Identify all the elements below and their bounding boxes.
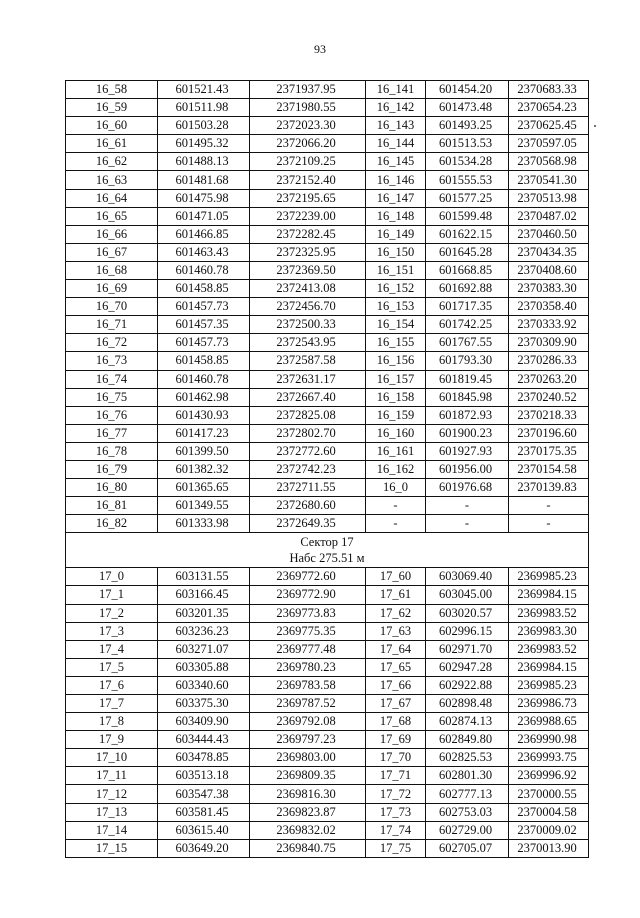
x-right: 601692.88 [426, 280, 509, 298]
y-left: 2369792.08 [250, 713, 366, 731]
point-id-right: 16_149 [366, 225, 426, 243]
y-left: 2372023.30 [250, 117, 366, 135]
x-left: 603581.45 [158, 803, 250, 821]
table-row [66, 370, 589, 388]
x-left: 603271.07 [158, 640, 250, 658]
y-left: 2372587.58 [250, 352, 366, 370]
y-left: 2369777.48 [250, 640, 366, 658]
point-id-right: 17_73 [366, 803, 426, 821]
point-id-right: 17_64 [366, 640, 426, 658]
y-right: 2370139.83 [509, 479, 589, 497]
table-row [66, 280, 589, 298]
x-left: 603444.43 [158, 731, 250, 749]
point-id-left: 17_11 [66, 767, 158, 785]
y-right: 2370013.90 [509, 839, 589, 857]
point-id-left: 16_75 [66, 388, 158, 406]
point-id-right: 16_154 [366, 316, 426, 334]
point-id-right: 17_71 [366, 767, 426, 785]
y-right: 2370513.98 [509, 189, 589, 207]
y-left: 2369772.60 [250, 568, 366, 586]
table-row [66, 497, 589, 515]
point-id-left: 17_15 [66, 839, 158, 857]
point-id-right: 17_75 [366, 839, 426, 857]
point-id-left: 16_59 [66, 99, 158, 117]
point-id-right: 17_66 [366, 676, 426, 694]
y-right: 2370154.58 [509, 460, 589, 478]
y-left: 2372066.20 [250, 135, 366, 153]
point-id-right: 16_144 [366, 135, 426, 153]
y-right: 2370196.60 [509, 424, 589, 442]
point-id-left: 16_73 [66, 352, 158, 370]
table-row [66, 225, 589, 243]
y-left: 2369803.00 [250, 749, 366, 767]
x-right: - [426, 515, 509, 533]
y-left: 2372742.23 [250, 460, 366, 478]
point-id-right: 16_151 [366, 261, 426, 279]
x-right: 601555.53 [426, 171, 509, 189]
y-right: 2370263.20 [509, 370, 589, 388]
x-left: 601511.98 [158, 99, 250, 117]
x-left: 601333.98 [158, 515, 250, 533]
point-id-left: 17_14 [66, 821, 158, 839]
sector-17-height: Набс 275.51 м [289, 551, 365, 566]
table-row [66, 622, 589, 640]
y-right: 2369985.23 [509, 568, 589, 586]
x-left: 601457.73 [158, 334, 250, 352]
y-left: 2372239.00 [250, 207, 366, 225]
y-right: - [509, 515, 589, 533]
point-id-right: 16_157 [366, 370, 426, 388]
y-left: 2371937.95 [250, 81, 366, 99]
x-left: 601466.85 [158, 225, 250, 243]
point-id-right: 17_60 [366, 568, 426, 586]
x-right: 602777.13 [426, 785, 509, 803]
x-right: 603020.57 [426, 604, 509, 622]
y-left: 2369816.30 [250, 785, 366, 803]
point-id-right: 17_74 [366, 821, 426, 839]
x-right: 601645.28 [426, 243, 509, 261]
x-right: 603069.40 [426, 568, 509, 586]
y-left: 2369783.58 [250, 676, 366, 694]
y-right: 2370333.92 [509, 316, 589, 334]
point-id-left: 16_70 [66, 298, 158, 316]
table-row [66, 640, 589, 658]
table-row [66, 460, 589, 478]
y-right: 2370009.02 [509, 821, 589, 839]
y-right: 2369984.15 [509, 586, 589, 604]
y-right: 2370625.45 [509, 117, 589, 135]
point-id-right: 16_143 [366, 117, 426, 135]
y-right: 2370240.52 [509, 388, 589, 406]
x-left: 601462.98 [158, 388, 250, 406]
x-left: 601521.43 [158, 81, 250, 99]
table-row [66, 568, 589, 586]
y-right: 2370000.55 [509, 785, 589, 803]
point-id-left: 16_74 [66, 370, 158, 388]
y-left: 2372543.95 [250, 334, 366, 352]
table-row [66, 749, 589, 767]
sector-16-rows [66, 81, 589, 533]
x-left: 603478.85 [158, 749, 250, 767]
point-id-left: 16_82 [66, 515, 158, 533]
y-right: - [509, 497, 589, 515]
y-left: 2372711.55 [250, 479, 366, 497]
point-id-right: - [366, 515, 426, 533]
point-id-left: 17_0 [66, 568, 158, 586]
y-right: 2370654.23 [509, 99, 589, 117]
y-left: 2372500.33 [250, 316, 366, 334]
x-left: 603547.38 [158, 785, 250, 803]
x-right: 602922.88 [426, 676, 509, 694]
y-left: 2371980.55 [250, 99, 366, 117]
table-row [66, 658, 589, 676]
table-row [66, 298, 589, 316]
y-left: 2369772.90 [250, 586, 366, 604]
x-left: 603166.45 [158, 586, 250, 604]
table-row [66, 135, 589, 153]
y-left: 2372825.08 [250, 406, 366, 424]
point-id-left: 17_9 [66, 731, 158, 749]
point-id-right: 16_153 [366, 298, 426, 316]
point-id-right: 17_65 [366, 658, 426, 676]
table-row [66, 731, 589, 749]
x-left: 603375.30 [158, 695, 250, 713]
table-row [66, 785, 589, 803]
point-id-right: 17_70 [366, 749, 426, 767]
x-right: 602971.70 [426, 640, 509, 658]
x-left: 601417.23 [158, 424, 250, 442]
x-left: 601457.73 [158, 298, 250, 316]
table-row [66, 334, 589, 352]
x-right: 601767.55 [426, 334, 509, 352]
y-right: 2369983.52 [509, 640, 589, 658]
y-right: 2369990.98 [509, 731, 589, 749]
y-right: 2369986.73 [509, 695, 589, 713]
table-row [66, 207, 589, 225]
y-left: 2372667.40 [250, 388, 366, 406]
point-id-right: 16_142 [366, 99, 426, 117]
x-left: 601430.93 [158, 406, 250, 424]
y-left: 2372369.50 [250, 261, 366, 279]
x-left: 601399.50 [158, 442, 250, 460]
y-left: 2369787.52 [250, 695, 366, 713]
table-row [66, 153, 589, 171]
y-right: 2370541.30 [509, 171, 589, 189]
y-right: 2370286.33 [509, 352, 589, 370]
x-left: 601457.35 [158, 316, 250, 334]
table-row [66, 189, 589, 207]
y-right: 2370218.33 [509, 406, 589, 424]
table-row [66, 586, 589, 604]
x-right: 601819.45 [426, 370, 509, 388]
sector-17-title: Сектор 17 [300, 535, 354, 550]
point-id-left: 17_12 [66, 785, 158, 803]
x-right: 601927.93 [426, 442, 509, 460]
point-id-left: 17_3 [66, 622, 158, 640]
point-id-left: 16_64 [66, 189, 158, 207]
x-left: 603409.90 [158, 713, 250, 731]
table-row [66, 479, 589, 497]
x-left: 601488.13 [158, 153, 250, 171]
y-right: 2370004.58 [509, 803, 589, 821]
x-right: 601577.25 [426, 189, 509, 207]
x-left: 603513.18 [158, 767, 250, 785]
y-left: 2372456.70 [250, 298, 366, 316]
table-row [66, 81, 589, 99]
point-id-left: 16_68 [66, 261, 158, 279]
x-right: 601900.23 [426, 424, 509, 442]
y-right: 2370683.33 [509, 81, 589, 99]
table-row [66, 821, 589, 839]
x-right: 602825.53 [426, 749, 509, 767]
point-id-left: 17_2 [66, 604, 158, 622]
table-row [66, 406, 589, 424]
x-left: 603131.55 [158, 568, 250, 586]
y-left: 2372631.17 [250, 370, 366, 388]
table-row [66, 352, 589, 370]
point-id-left: 17_7 [66, 695, 158, 713]
y-right: 2370358.40 [509, 298, 589, 316]
table-row [66, 604, 589, 622]
x-left: 601382.32 [158, 460, 250, 478]
y-left: 2369823.87 [250, 803, 366, 821]
y-left: 2372282.45 [250, 225, 366, 243]
point-id-left: 16_77 [66, 424, 158, 442]
point-id-left: 16_63 [66, 171, 158, 189]
table-row [66, 117, 589, 135]
x-right: 601493.25 [426, 117, 509, 135]
table-row [66, 767, 589, 785]
y-left: 2372649.35 [250, 515, 366, 533]
point-id-left: 17_4 [66, 640, 158, 658]
y-right: 2370309.90 [509, 334, 589, 352]
x-right: 601668.85 [426, 261, 509, 279]
y-right: 2370175.35 [509, 442, 589, 460]
point-id-right: 17_68 [366, 713, 426, 731]
y-right: 2369983.30 [509, 622, 589, 640]
point-id-left: 16_62 [66, 153, 158, 171]
x-left: 601471.05 [158, 207, 250, 225]
point-id-left: 16_60 [66, 117, 158, 135]
x-right: 602898.48 [426, 695, 509, 713]
point-id-left: 17_10 [66, 749, 158, 767]
point-id-right: 17_72 [366, 785, 426, 803]
point-id-left: 16_80 [66, 479, 158, 497]
table-row [66, 424, 589, 442]
x-left: 601503.28 [158, 117, 250, 135]
y-right: 2369993.75 [509, 749, 589, 767]
y-right: 2370408.60 [509, 261, 589, 279]
point-id-right: 16_155 [366, 334, 426, 352]
point-id-left: 16_72 [66, 334, 158, 352]
x-right: 601599.48 [426, 207, 509, 225]
x-left: 603340.60 [158, 676, 250, 694]
y-right: 2369996.92 [509, 767, 589, 785]
point-id-left: 16_71 [66, 316, 158, 334]
point-id-left: 17_8 [66, 713, 158, 731]
y-left: 2372195.65 [250, 189, 366, 207]
page-number: 93 [314, 42, 326, 56]
point-id-left: 16_61 [66, 135, 158, 153]
point-id-left: 16_65 [66, 207, 158, 225]
x-left: 603201.35 [158, 604, 250, 622]
x-left: 601365.65 [158, 479, 250, 497]
x-right: 601513.53 [426, 135, 509, 153]
x-left: 601458.85 [158, 352, 250, 370]
x-right: 602753.03 [426, 803, 509, 821]
x-right: 601473.48 [426, 99, 509, 117]
point-id-left: 16_78 [66, 442, 158, 460]
point-id-right: 17_67 [366, 695, 426, 713]
x-left: 601349.55 [158, 497, 250, 515]
y-left: 2372413.08 [250, 280, 366, 298]
point-id-left: 16_69 [66, 280, 158, 298]
point-id-left: 16_76 [66, 406, 158, 424]
point-id-right: 16_162 [366, 460, 426, 478]
x-right: 602729.00 [426, 821, 509, 839]
point-id-right: 17_63 [366, 622, 426, 640]
point-id-right: 16_0 [366, 479, 426, 497]
point-id-left: 17_6 [66, 676, 158, 694]
table-row [66, 515, 589, 533]
point-id-left: 17_1 [66, 586, 158, 604]
table-row [66, 442, 589, 460]
table-row [66, 695, 589, 713]
table-row [66, 803, 589, 821]
x-left: 603649.20 [158, 839, 250, 857]
x-right: 603045.00 [426, 586, 509, 604]
point-id-left: 16_81 [66, 497, 158, 515]
x-right: 601845.98 [426, 388, 509, 406]
sector-17-header-group [66, 533, 589, 568]
x-left: 603615.40 [158, 821, 250, 839]
y-right: 2370568.98 [509, 153, 589, 171]
x-left: 601458.85 [158, 280, 250, 298]
x-left: 601460.78 [158, 261, 250, 279]
x-right: 601622.15 [426, 225, 509, 243]
x-right: 601717.35 [426, 298, 509, 316]
point-id-right: 16_148 [366, 207, 426, 225]
y-right: 2369988.65 [509, 713, 589, 731]
x-left: 603236.23 [158, 622, 250, 640]
y-left: 2369797.23 [250, 731, 366, 749]
x-right: 601793.30 [426, 352, 509, 370]
table-row [66, 99, 589, 117]
y-left: 2372802.70 [250, 424, 366, 442]
y-right: 2370460.50 [509, 225, 589, 243]
x-right: 602849.80 [426, 731, 509, 749]
point-id-left: 16_67 [66, 243, 158, 261]
point-id-right: 16_146 [366, 171, 426, 189]
x-left: 601463.43 [158, 243, 250, 261]
point-id-right: 17_62 [366, 604, 426, 622]
y-right: 2370434.35 [509, 243, 589, 261]
point-id-left: 16_79 [66, 460, 158, 478]
y-right: 2370487.02 [509, 207, 589, 225]
point-id-right: 16_152 [366, 280, 426, 298]
sector-17-header-cell [66, 533, 589, 568]
point-id-right: 17_69 [366, 731, 426, 749]
sector-17-rows [66, 568, 589, 858]
point-id-left: 17_13 [66, 803, 158, 821]
point-id-right: 16_160 [366, 424, 426, 442]
x-left: 601460.78 [158, 370, 250, 388]
point-id-left: 17_5 [66, 658, 158, 676]
y-left: 2372680.60 [250, 497, 366, 515]
table-row [66, 261, 589, 279]
table-row [66, 171, 589, 189]
y-left: 2372152.40 [250, 171, 366, 189]
x-left: 601475.98 [158, 189, 250, 207]
table-row [66, 316, 589, 334]
y-left: 2369809.35 [250, 767, 366, 785]
x-right: 601742.25 [426, 316, 509, 334]
point-id-left: 16_58 [66, 81, 158, 99]
x-right: 602947.28 [426, 658, 509, 676]
y-right: 2370597.05 [509, 135, 589, 153]
y-right: 2369985.23 [509, 676, 589, 694]
sector-17-header [66, 533, 589, 568]
coordinates-table [65, 80, 589, 858]
y-left: 2369832.02 [250, 821, 366, 839]
x-right: 601534.28 [426, 153, 509, 171]
y-left: 2369775.35 [250, 622, 366, 640]
x-left: 601481.68 [158, 171, 250, 189]
y-right: 2370383.30 [509, 280, 589, 298]
y-right: 2369984.15 [509, 658, 589, 676]
table-row [66, 676, 589, 694]
y-left: 2372109.25 [250, 153, 366, 171]
table-row [66, 713, 589, 731]
y-left: 2372772.60 [250, 442, 366, 460]
x-right: - [426, 497, 509, 515]
x-right: 601956.00 [426, 460, 509, 478]
x-left: 601495.32 [158, 135, 250, 153]
point-id-right: 16_145 [366, 153, 426, 171]
point-id-right: 17_61 [366, 586, 426, 604]
point-id-right: 16_147 [366, 189, 426, 207]
x-left: 603305.88 [158, 658, 250, 676]
point-id-left: 16_66 [66, 225, 158, 243]
y-left: 2369840.75 [250, 839, 366, 857]
y-left: 2369780.23 [250, 658, 366, 676]
y-left: 2369773.83 [250, 604, 366, 622]
x-right: 602874.13 [426, 713, 509, 731]
point-id-right: 16_158 [366, 388, 426, 406]
y-right: 2369983.52 [509, 604, 589, 622]
scan-dot [594, 125, 596, 127]
point-id-right: - [366, 497, 426, 515]
x-right: 601454.20 [426, 81, 509, 99]
table-row [66, 243, 589, 261]
point-id-right: 16_156 [366, 352, 426, 370]
x-right: 602705.07 [426, 839, 509, 857]
table-row [66, 839, 589, 857]
x-right: 602801.30 [426, 767, 509, 785]
x-right: 601872.93 [426, 406, 509, 424]
y-left: 2372325.95 [250, 243, 366, 261]
point-id-right: 16_150 [366, 243, 426, 261]
point-id-right: 16_159 [366, 406, 426, 424]
x-right: 601976.68 [426, 479, 509, 497]
point-id-right: 16_161 [366, 442, 426, 460]
x-right: 602996.15 [426, 622, 509, 640]
table-row [66, 388, 589, 406]
point-id-right: 16_141 [366, 81, 426, 99]
